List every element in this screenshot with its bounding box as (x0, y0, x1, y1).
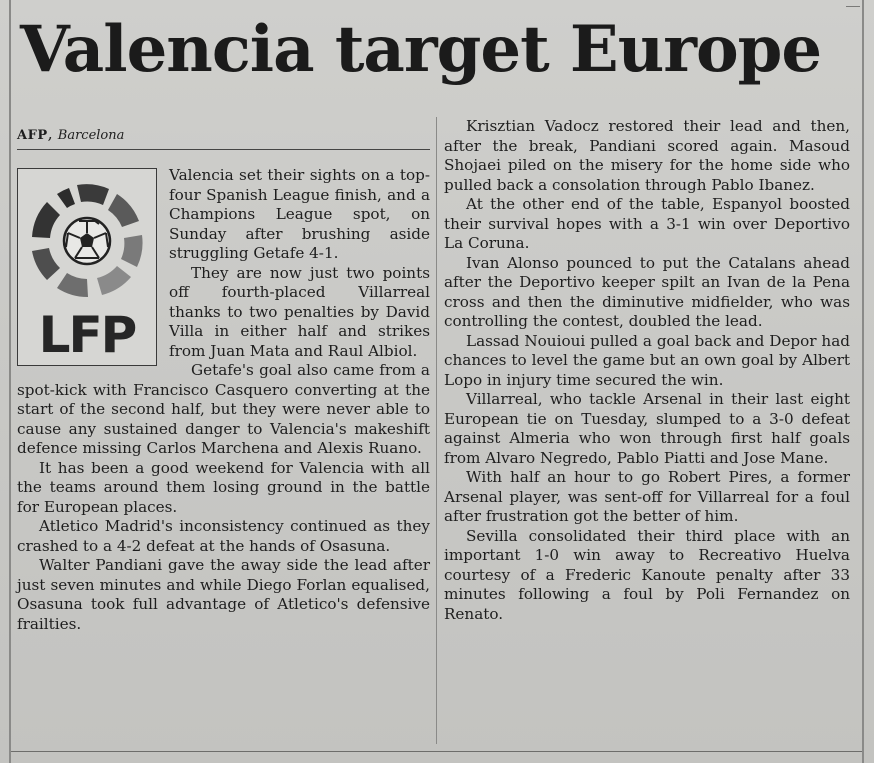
column-divider (436, 117, 437, 744)
lfp-logo-text: LFP (38, 306, 136, 364)
article-column-left (17, 166, 430, 634)
paragraph-right-7: Sevilla consolidated their third place with an important 1-0 win away to Recreativo Huelva courtesy of a Frederic Kanoute penalty after 33 minutes following a foul by Poli Fernandez on Renato. (444, 526, 850, 623)
paragraph-left-2: They are now just two points off fourth-placed Villarreal thanks to two penalties by David Villa in either half and strikes from Juan Mata and Raul Albiol. (169, 263, 430, 360)
paragraph-right-5: Villarreal, who tackle Arsenal in their last eight European tie on Tuesday, slumped to a 3-0 defeat against Almeria who won through first half goals from Alvaro Negredo, Pablo Piatti and Jose Mane. (444, 390, 850, 467)
lfp-logo (17, 168, 157, 366)
paragraph-right-2: At the other end of the table, Espanyol boosted their survival hopes with a 3-1 win over Deportivo La Coruna. (444, 195, 850, 252)
byline-agency: AFP (17, 128, 48, 143)
headline: Valencia target Europe (20, 12, 822, 87)
paragraph-right-3: Ivan Alonso pounced to put the Catalans ahead after the Deportivo keeper spilt an Ivan de la Pena cross and then the diminutive midfielder, who was controlling the contest, doubled the lead. (444, 253, 850, 330)
right-column-rule (862, 0, 864, 763)
left-column-rule (9, 0, 11, 763)
paragraph-left-3: Getafe's goal also came from a spot-kick with Francisco Casquero converting at the start of the second half, but they were never able to cause any sustained danger to Valencia's makeshift defence missing Carlos Marchena and Alexis Ruano. (17, 361, 430, 457)
bottom-rule (11, 751, 862, 752)
paragraph-left-1: Valencia set their sights on a top-four Spanish League finish, and a Champions League spot, on Sunday after brushing aside struggling Getafe 4-1. (169, 166, 430, 262)
byline-separator: , (47, 124, 58, 143)
byline (17, 124, 430, 148)
byline-rule (17, 149, 430, 150)
paragraph-left-5: Atletico Madrid's inconsistency continued as they crashed to a 4-2 defeat at the hands of Osasuna. (17, 517, 430, 555)
paragraph-right-4: Lassad Nouioui pulled a goal back and Depor had chances to level the game but an own goal by Albert Lopo in injury time secured the win. (444, 331, 850, 389)
paragraph-right-6: With half an hour to go Robert Pires, a former Arsenal player, was sent-off for Villarreal for a foul after frustration got the better of him. (444, 468, 850, 525)
paragraph-left-4: It has been a good weekend for Valencia with all the teams around them losing ground in the battle for European places. (17, 458, 430, 516)
paragraph-right-1: Krisztian Vadocz restored their lead and then, after the break, Pandiani scored again. Masoud Shojaei piled on the misery for the home side who pulled back a consolation through Pablo Ibanez. (444, 117, 850, 194)
paragraph-left-6: Walter Pandiani gave the away side the lead after just seven minutes and while Diego Forlan equalised, Osasuna took full advantage of Atletico's defensive frailties. (17, 556, 430, 633)
byline-place: Barcelona (57, 128, 125, 143)
article-column-right (444, 117, 850, 624)
